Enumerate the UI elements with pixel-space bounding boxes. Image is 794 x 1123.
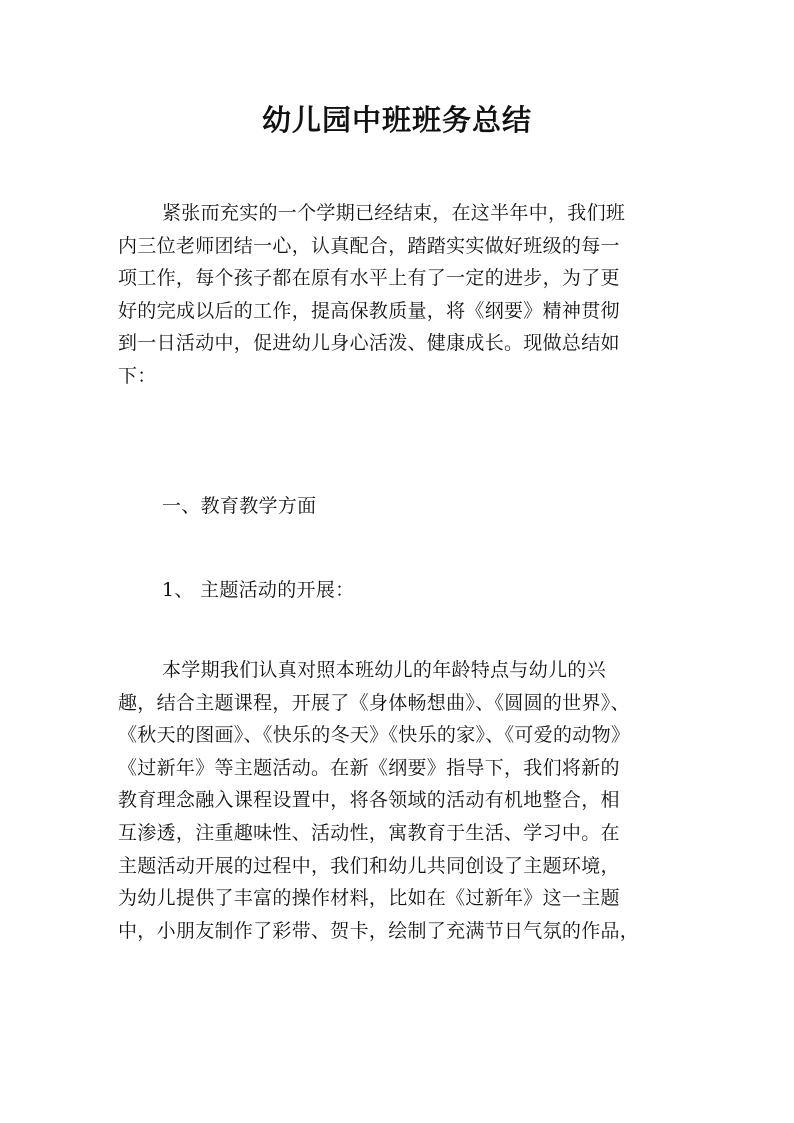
paragraph-line: 紧张而充实的一个学期已经结束，在这半年中，我们班: [162, 202, 626, 224]
paragraph-line: 《过新年》等主题活动。在新《纲要》指导下，我们将新的: [118, 756, 620, 779]
paragraph-line: 中，小朋友制作了彩带、贺卡，绘制了充满节日气氛的作品，: [118, 919, 640, 942]
paragraph-line: 项工作，每个孩子都在原有水平上有了一定的进步，为了更: [118, 267, 620, 290]
paragraph-line: 到一日活动中，促进幼儿身心活泼、健康成长。现做总结如: [118, 332, 620, 355]
paragraph-line: 下：: [118, 364, 157, 387]
paragraph-line: 教育理念融入课程设置中，将各领域的活动有机地整合，相: [118, 789, 620, 812]
paragraph-line: 本学期我们认真对照本班幼儿的年龄特点与幼儿的兴: [162, 659, 606, 681]
paragraph-line: 趣，结合主题课程，开展了《身体畅想曲》、《圆圆的世界》、: [118, 691, 630, 714]
paragraph-line: 主题活动开展的过程中，我们和幼儿共同创设了主题环境，: [118, 854, 620, 877]
body-paragraph: [118, 654, 698, 947]
document-title: 幼儿园中班班务总结: [261, 103, 532, 137]
paragraph-line: 互渗透，注重趣味性、活动性，寓教育于生活、学习中。在: [118, 821, 620, 844]
paragraph-line: 为幼儿提供了丰富的操作材料，比如在《过新年》这一主题: [118, 887, 620, 910]
paragraph-line: 《秋天的图画》、《快乐的冬天》《快乐的家》、《可爱的动物》: [118, 724, 631, 747]
intro-paragraph: [118, 197, 698, 393]
section-heading: 一、教育教学方面: [162, 495, 317, 517]
paragraph-line: 好的完成以后的工作，提高保教质量，将《纲要》精神贯彻: [118, 299, 620, 322]
section-heading-block: [118, 490, 698, 523]
subsection-heading-block: [118, 574, 698, 607]
subsection-heading: 1、 主题活动的开展：: [162, 579, 355, 601]
paragraph-line: 内三位老师团结一心，认真配合，踏踏实实做好班级的每一: [118, 234, 620, 257]
